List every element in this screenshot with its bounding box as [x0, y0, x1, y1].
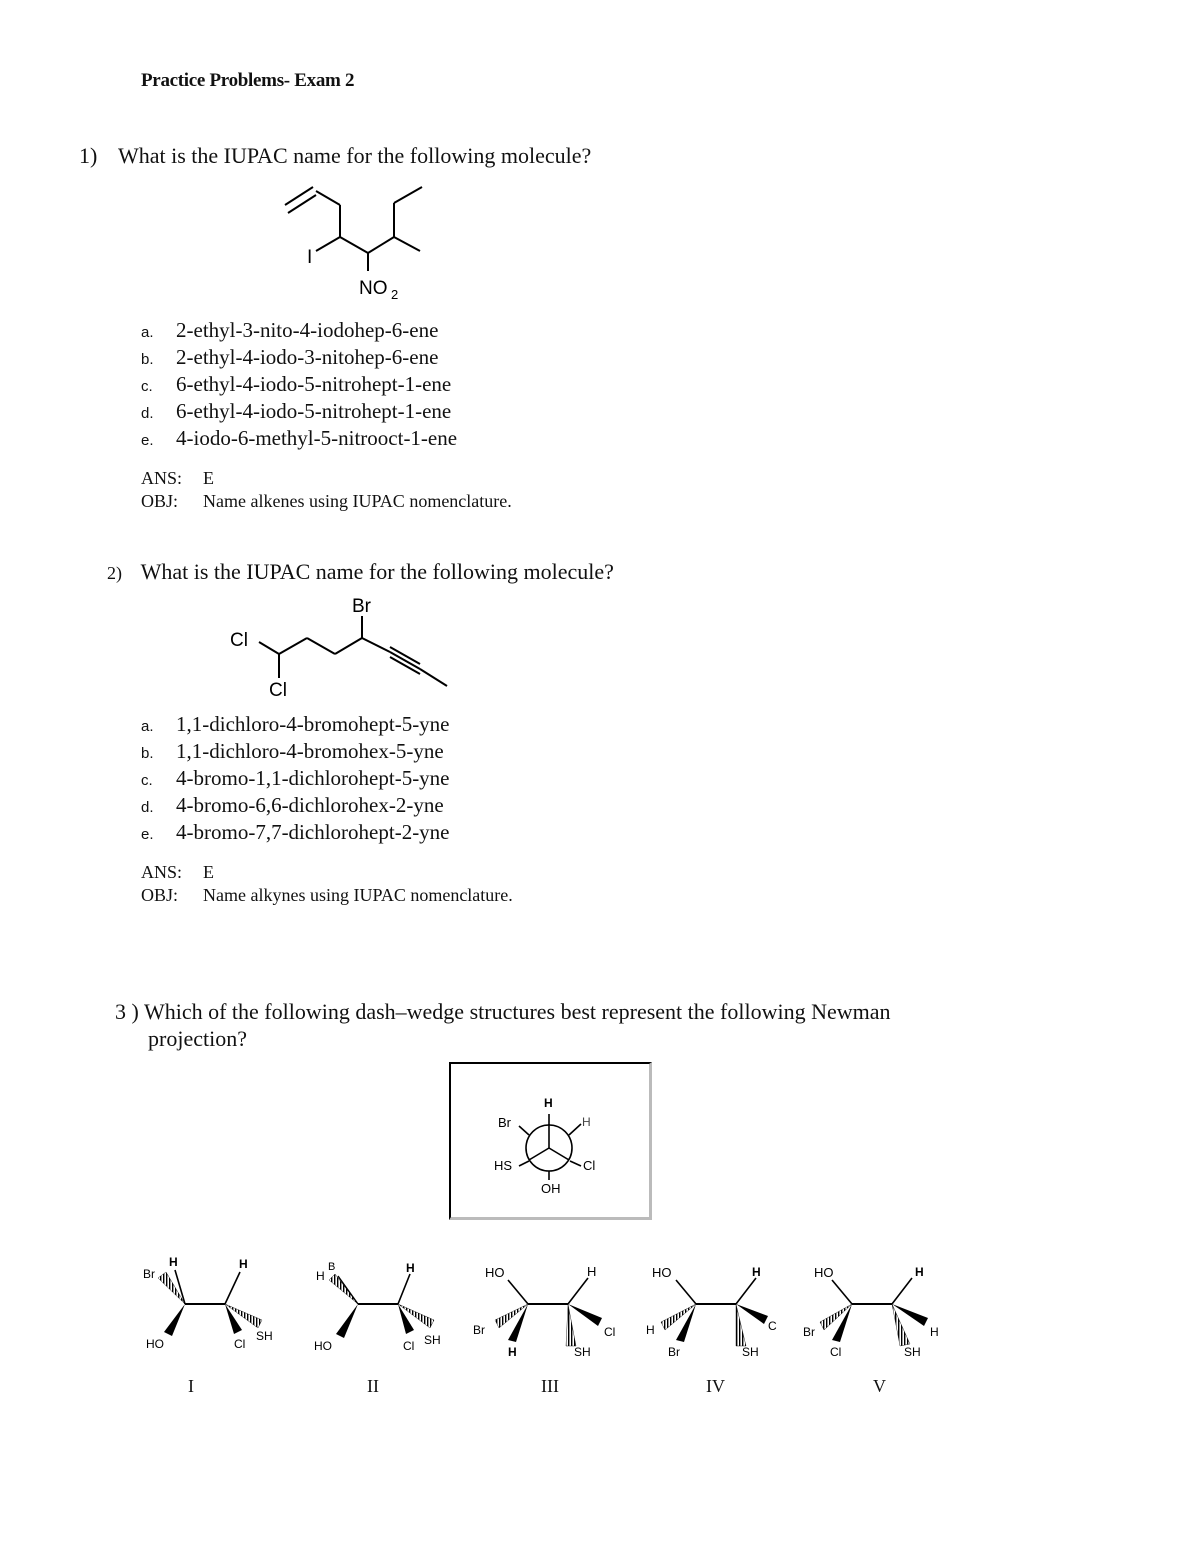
- question-number: 1): [79, 143, 98, 168]
- newman-lower-right-label: Cl: [583, 1158, 596, 1173]
- svg-text:H: H: [646, 1323, 655, 1337]
- structure-IV: [646, 1265, 777, 1359]
- newman-bottom-label: OH: [541, 1181, 561, 1196]
- svg-text:H: H: [406, 1261, 415, 1275]
- svg-text:H: H: [752, 1265, 761, 1279]
- option-a[interactable]: a. 1,1-dichloro-4-bromohept-5-yne: [141, 712, 450, 736]
- svg-text:HO: HO: [146, 1337, 164, 1351]
- svg-text:B: B: [328, 1261, 336, 1273]
- iodo-label: I: [307, 247, 313, 268]
- molecule-2-structure: [225, 590, 455, 700]
- svg-text:H: H: [316, 1269, 325, 1283]
- option-d[interactable]: d. 4-bromo-6,6-dichlorohex-2-yne: [141, 793, 444, 817]
- svg-text:Br: Br: [668, 1345, 680, 1359]
- svg-text:H: H: [930, 1325, 939, 1339]
- svg-text:HO: HO: [314, 1339, 332, 1353]
- svg-text:H: H: [169, 1255, 178, 1269]
- structure-label-IV[interactable]: IV: [706, 1376, 725, 1396]
- svg-text:SH: SH: [574, 1345, 591, 1359]
- option-d[interactable]: d. 6-ethyl-4-iodo-5-nitrohept-1-ene: [141, 399, 452, 423]
- svg-text:SH: SH: [256, 1329, 273, 1343]
- option-c[interactable]: c. 6-ethyl-4-iodo-5-nitrohept-1-ene: [141, 372, 452, 396]
- svg-text:H: H: [915, 1265, 924, 1279]
- chloro-label-1: Cl: [230, 630, 248, 651]
- answer-line: ANS: E: [141, 862, 214, 882]
- svg-text:Br: Br: [803, 1325, 815, 1339]
- svg-text:SH: SH: [742, 1345, 759, 1359]
- svg-text:SH: SH: [424, 1333, 441, 1347]
- structure-V: [803, 1265, 939, 1359]
- svg-text:Cl: Cl: [234, 1337, 246, 1351]
- svg-text:HO: HO: [485, 1265, 505, 1280]
- option-e[interactable]: e. 4-iodo-6-methyl-5-nitrooct-1-ene: [141, 426, 458, 450]
- question-2: [107, 559, 614, 585]
- structure-III: [473, 1264, 615, 1359]
- structure-label-II[interactable]: II: [367, 1376, 379, 1396]
- svg-text:Cl: Cl: [604, 1325, 616, 1339]
- options-list-2: [141, 712, 450, 847]
- option-c[interactable]: c. 4-bromo-1,1-dichlorohept-5-yne: [141, 766, 450, 790]
- question-3: [115, 998, 1015, 1052]
- objective-line: OBJ: Name alkynes using IUPAC nomenclature.: [141, 885, 513, 905]
- newman-projection-frame: [449, 1062, 652, 1220]
- page-title: Practice Problems- Exam 2: [141, 70, 355, 91]
- question-text-line-2: projection?: [148, 1026, 247, 1051]
- svg-text:HO: HO: [652, 1265, 672, 1280]
- objective-line: OBJ: Name alkenes using IUPAC nomenclature.: [141, 491, 512, 511]
- option-e[interactable]: e. 4-bromo-7,7-dichlorohept-2-yne: [141, 820, 450, 844]
- question-1: [79, 143, 591, 169]
- option-b[interactable]: b. 1,1-dichloro-4-bromohex-5-yne: [141, 739, 444, 763]
- svg-text:H: H: [508, 1345, 517, 1359]
- question-text: What is the IUPAC name for the following molecule?: [117, 143, 592, 168]
- question-text: What is the IUPAC name for the following molecule?: [140, 559, 614, 584]
- newman-lower-left-label: HS: [494, 1158, 513, 1173]
- option-b[interactable]: b. 2-ethyl-4-iodo-3-nitohep-6-ene: [141, 345, 439, 369]
- answer-block-1: [141, 468, 512, 512]
- bromo-label: Br: [352, 596, 371, 617]
- question-text-line-1: Which of the following dash–wedge structures best represent the following Newman: [143, 999, 891, 1024]
- answer-block-2: [141, 862, 513, 906]
- svg-text:Br: Br: [143, 1267, 155, 1281]
- newman-upper-left-label: Br: [498, 1115, 511, 1130]
- chloro-label-2: Cl: [269, 680, 287, 700]
- option-a[interactable]: a. 2-ethyl-3-nito-4-iodohep-6-ene: [141, 318, 439, 342]
- structure-label-I[interactable]: I: [188, 1376, 194, 1396]
- question-number: 2): [107, 563, 122, 583]
- dash-wedge-structures: [130, 1250, 960, 1365]
- options-list-1: [141, 318, 457, 453]
- structure-I: [143, 1255, 273, 1351]
- svg-text:SH: SH: [904, 1345, 921, 1359]
- newman-projection: [451, 1064, 649, 1217]
- svg-text:HO: HO: [814, 1265, 834, 1280]
- structure-II: [314, 1261, 441, 1353]
- nitro-label: NO: [359, 278, 388, 299]
- svg-text:C: C: [768, 1319, 777, 1333]
- answer-line: ANS: E: [141, 468, 214, 488]
- nitro-subscript: 2: [391, 287, 399, 302]
- molecule-1-structure: [270, 175, 450, 305]
- svg-text:Br: Br: [473, 1323, 485, 1337]
- newman-upper-right-label: H: [582, 1115, 591, 1129]
- svg-text:Cl: Cl: [403, 1339, 415, 1353]
- svg-text:H: H: [587, 1264, 597, 1279]
- structure-label-V[interactable]: V: [873, 1376, 886, 1396]
- structure-label-III[interactable]: III: [541, 1376, 559, 1396]
- svg-text:H: H: [239, 1257, 248, 1271]
- newman-top-label: H: [544, 1096, 553, 1110]
- svg-text:Cl: Cl: [830, 1345, 842, 1359]
- question-number: 3 ): [115, 999, 139, 1024]
